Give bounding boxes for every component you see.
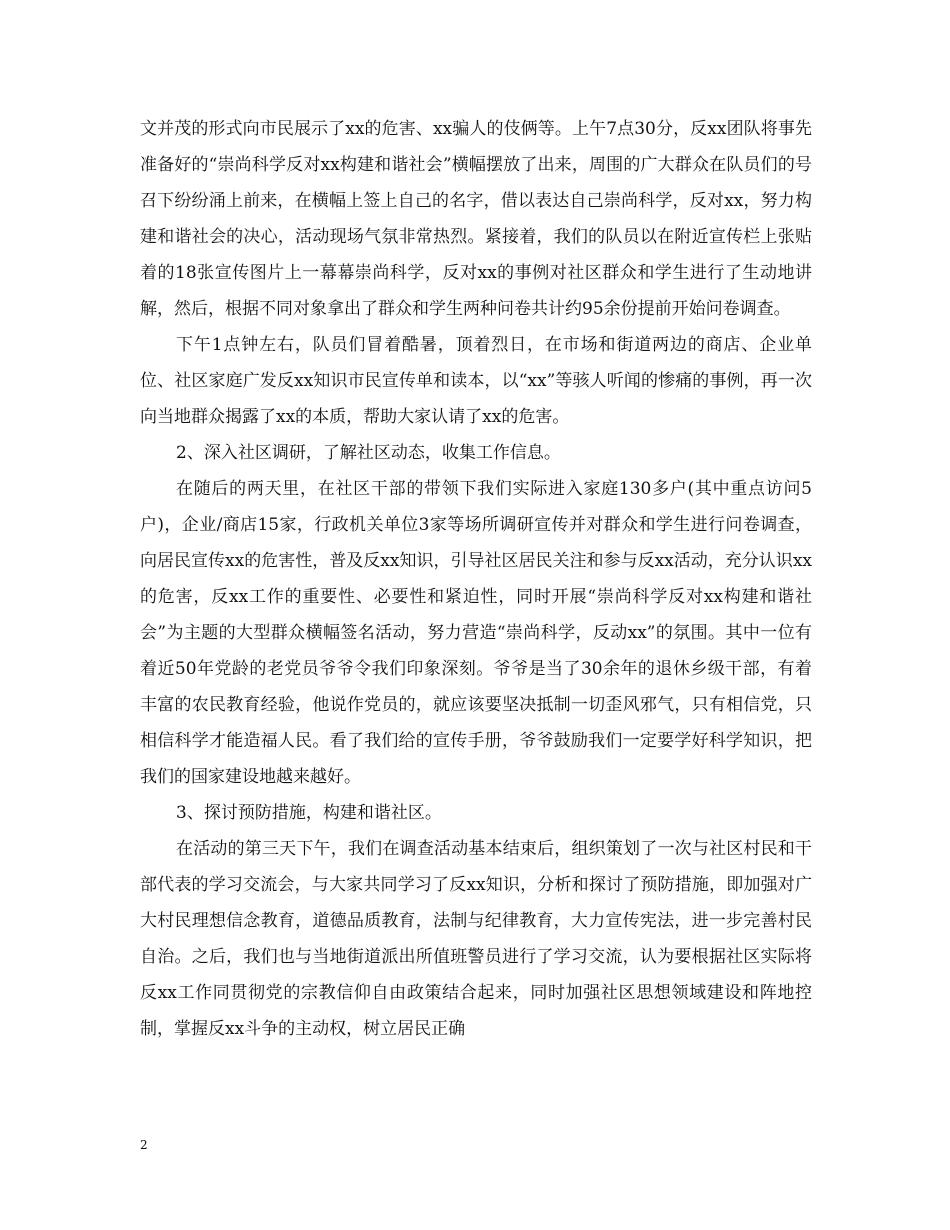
- paragraph-4: 在活动的第三天下午，我们在调查活动基本结束后，组织策划了一次与社区村民和干部代表的学习交流会，与大家共同学习了反xx知识，分析和探讨了预防措施，即加强对广大村民理想信念教育，道德品质教育，法制与纪律教育，大力宣传宪法，进一步完善村民自治。之后，我们也与当地街道派出所值班警员进行了学习交流，认为要根据社区实际将反xx工作同贯彻党的宗教信仰自由政策结合起来，同时加强社区思想领域建设和阵地控制，掌握反xx斗争的主动权，树立居民正确: [140, 839, 812, 1039]
- section-heading-3: 3、探讨预防措施，构建和谐社区。: [176, 803, 442, 823]
- page-number: 2: [140, 1138, 148, 1152]
- paragraph-3: 在随后的两天里，在社区干部的带领下我们实际进入家庭130多户(其中重点访问5户)，企业/商店15家，行政机关单位3家等场所调研宣传并对群众和学生进行问卷调查，向居民宣传xx的危害性，普及反xx知识，引导社区居民关注和参与反xx活动，充分认识xx的危害，反xx工作的重要性、必要性和紧迫性，同时开展“崇尚科学反对xx构建和谐社会”为主题的大型群众横幅签名活动，努力营造“崇尚科学，反动xx”的氛围。其中一位有着近50年党龄的老党员爷爷令我们印象深刻。爷爷是当了30余年的退休乡级干部，有着丰富的农民教育经验，他说作党员的，就应该要坚决抵制一切歪风邪气，只有相信党，只相信科学才能造福人民。看了我们给的宣传手册，爷爷鼓励我们一定要学好科学知识，把我们的国家建设地越来越好。: [140, 479, 812, 787]
- paragraph-2: 下午1点钟左右，队员们冒着酷暑，顶着烈日，在市场和街道两边的商店、企业单位、社区家庭广发反xx知识市民宣传单和读本，以“xx”等骇人听闻的惨痛的事例，再一次向当地群众揭露了xx的本质，帮助大家认请了xx的危害。: [140, 335, 812, 427]
- paragraph-1: 文并茂的形式向市民展示了xx的危害、xx骗人的伎俩等。上午7点30分，反xx团队将事先准备好的“崇尚科学反对xx构建和谐社会”横幅摆放了出来，周围的广大群众在队员们的号召下纷纷涌上前来，在横幅上签上自己的名字，借以表达自己崇尚科学，反对xx，努力构建和谐社会的决心，活动现场气氛非常热烈。紧接着，我们的队员以在附近宣传栏上张贴着的18张宣传图片上一幕幕崇尚科学，反对xx的事例对社区群众和学生进行了生动地讲解，然后，根据不同对象拿出了群众和学生两种问卷共计约95余份提前开始问卷调查。: [140, 119, 812, 319]
- section-heading-2: 2、深入社区调研，了解社区动态，收集工作信息。: [176, 443, 561, 463]
- body-text: [140, 111, 812, 1047]
